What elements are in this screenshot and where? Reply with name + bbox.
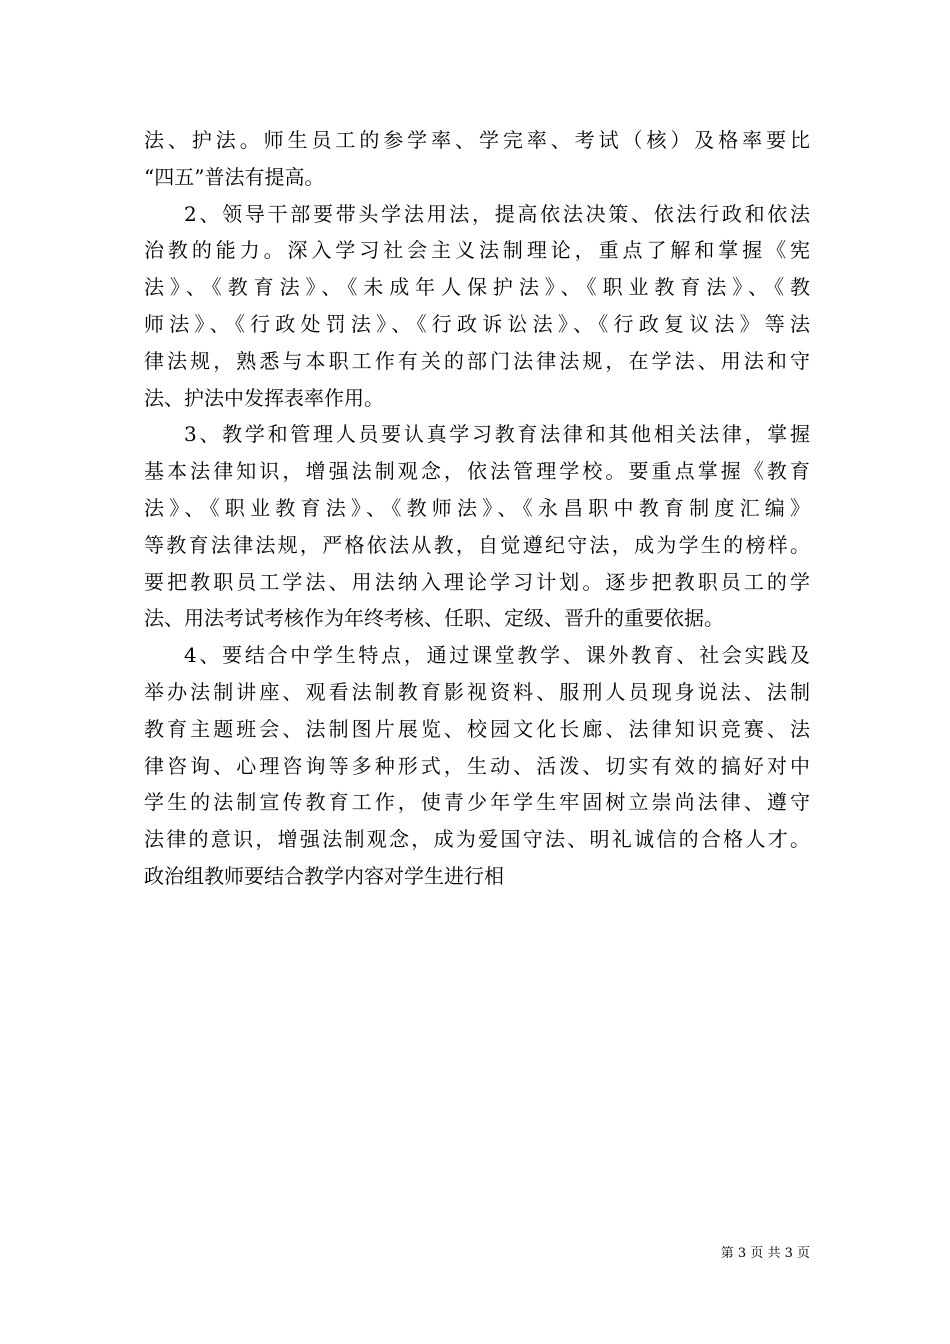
- text-line: 举办法制讲座、观看法制教育影视资料、服刑人员现身说法、法制: [144, 679, 810, 704]
- text-line: 法、用法考试考核作为年终考核、任职、定级、晋升的重要依据。: [144, 606, 724, 631]
- text-line: 政治组教师要结合教学内容对学生进行相: [144, 863, 504, 888]
- text-line: 等教育法律法规，严格依法从教，自觉遵纪守法，成为学生的榜样。: [144, 532, 810, 557]
- text-line: 法、护法。师生员工的参学率、学完率、考试（核）及格率要比: [144, 128, 810, 152]
- text-line: 律法规，熟悉与本职工作有关的部门法律法规，在学法、用法和守: [144, 348, 810, 373]
- text-line: 基本法律知识，增强法制观念，依法管理学校。要重点掌握《教育: [144, 459, 810, 484]
- text-line: 治教的能力。深入学习社会主义法制理论，重点了解和掌握《宪: [144, 238, 810, 263]
- text-line: 律咨询、心理咨询等多种形式，生动、活泼、切实有效的搞好对中: [144, 753, 810, 778]
- text-line: “四五”普法有提高。: [144, 164, 325, 189]
- paragraph-4-start: 4、要结合中学生特点，通过课堂教学、课外教育、社会实践及: [184, 643, 810, 668]
- text-line: 师法》、《行政处罚法》、《行政诉讼法》、《行政复议法》等法: [144, 311, 810, 336]
- page-number-footer: 第 3 页 共 3 页: [720, 1246, 810, 1261]
- paragraph-2-start: 2、领导干部要带头学法用法，提高依法决策、依法行政和依法: [184, 201, 810, 226]
- body-text: [144, 122, 810, 895]
- paragraph-3-start: 3、教学和管理人员要认真学习教育法律和其他相关法律，掌握: [184, 422, 810, 447]
- text-line: 法》、《职业教育法》、《教师法》、《永昌职中教育制度汇编》: [144, 495, 810, 520]
- text-line: 学生的法制宣传教育工作，使青少年学生牢固树立崇尚法律、遵守: [144, 790, 810, 815]
- text-line: 法》、《教育法》、《未成年人保护法》、《职业教育法》、《教: [144, 275, 810, 300]
- text-line: 教育主题班会、法制图片展览、校园文化长廊、法律知识竞赛、法: [144, 716, 810, 741]
- text-line: 要把教职员工学法、用法纳入理论学习计划。逐步把教职员工的学: [144, 569, 810, 594]
- text-line: 法律的意识，增强法制观念，成为爱国守法、明礼诚信的合格人才。: [144, 827, 810, 852]
- text-line: 法、护法中发挥表率作用。: [144, 385, 384, 410]
